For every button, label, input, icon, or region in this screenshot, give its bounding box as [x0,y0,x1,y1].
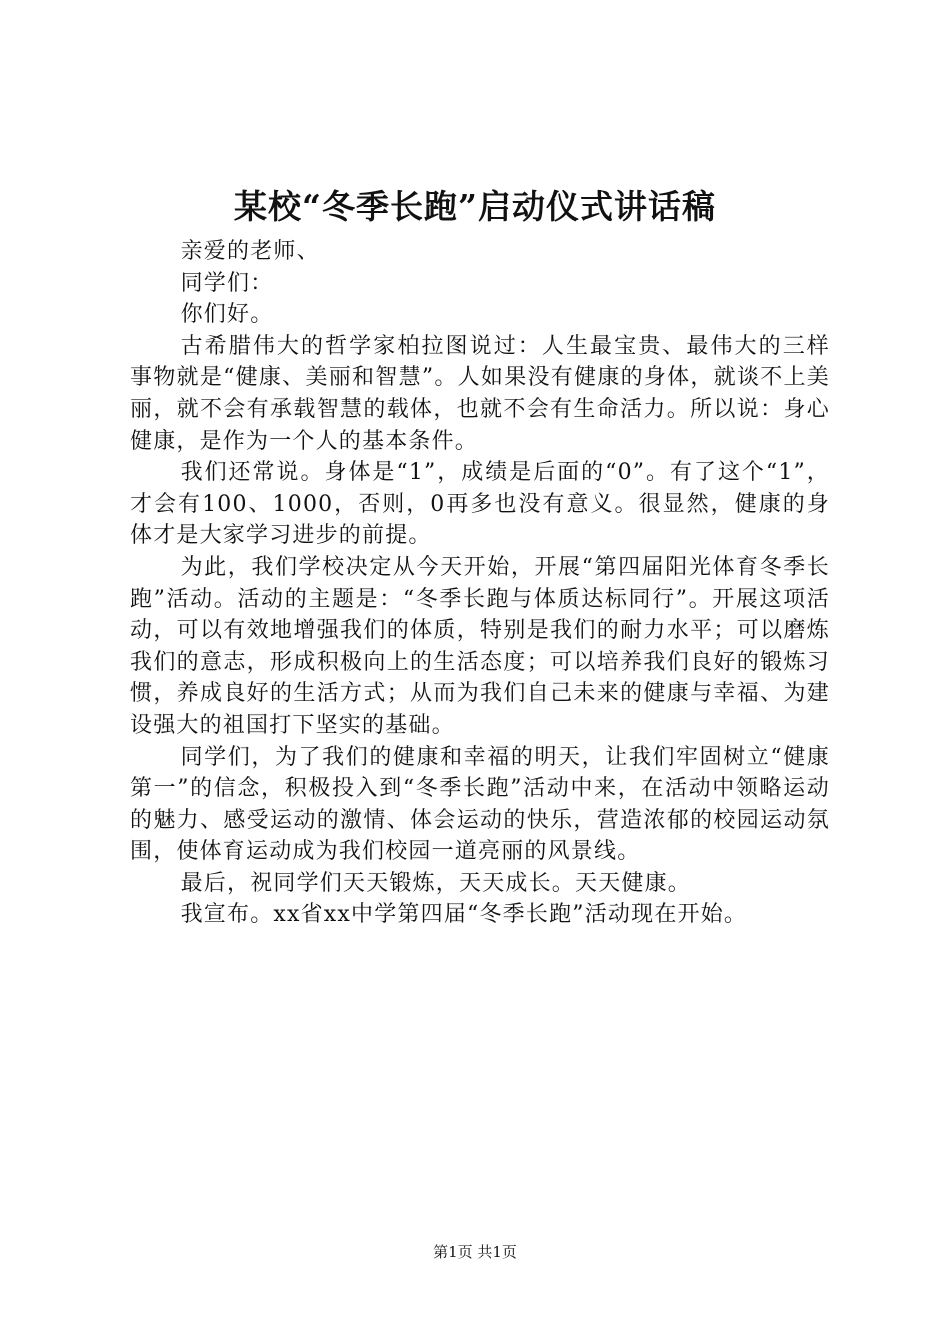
paragraph-call-to-action: 同学们，为了我们的健康和幸福的明天，让我们牢固树立“健康第一”的信念，积极投入到“冬季长跑”活动中来，在活动中领略运动的魅力、感受运动的激情、体会运动的快乐，营造浓郁的校园运动氛围，使体育运动成为我们校园一道亮丽的风景线。 [130,744,830,865]
salutation-students: 同学们： [180,270,274,296]
paragraph-plato: 古希腊伟大的哲学家柏拉图说过：人生最宝贵、最伟大的三样事物就是“健康、美丽和智慧”。人如果没有健康的身体，就谈不上美丽，就不会有承载智慧的载体，也就不会有生命活力。所以说：身心健康，是作为一个人的基本条件。 [130,333,830,454]
paragraph-health-foundation: 我们还常说。身体是“1”，成绩是后面的“0”。有了这个“1”，才会有100、1000，否则，0再多也没有意义。很显然，健康的身体才是大家学习进步的前提。 [130,460,830,549]
document-title: 某校“冬季长跑”启动仪式讲话稿 [234,187,716,226]
paragraph-announcement: 我宣布。xx省xx中学第四届“冬季长跑”活动现在开始。 [180,902,748,928]
page-number: 第1页 共1页 [433,1243,517,1261]
greeting: 你们好。 [180,302,274,328]
document-body [130,236,830,931]
salutation-teachers: 亲爱的老师、 [180,239,320,264]
paragraph-activity-purpose: 为此，我们学校决定从今天开始，开展“第四届阳光体育冬季长跑”活动。活动的主题是：“冬季长跑与体质达标同行”。开展这项活动，可以有效地增强我们的体质，特别是我们的耐力水平；可以磨炼我们的意志，形成积极向上的生活态度；可以培养我们良好的锻炼习惯，养成良好的生活方式；从而为我们自己未来的健康与幸福、为建设强大的祖国打下坚实的基础。 [130,554,830,738]
paragraph-closing-wish: 最后，祝同学们天天锻炼，天天成长。天天健康。 [180,870,691,896]
